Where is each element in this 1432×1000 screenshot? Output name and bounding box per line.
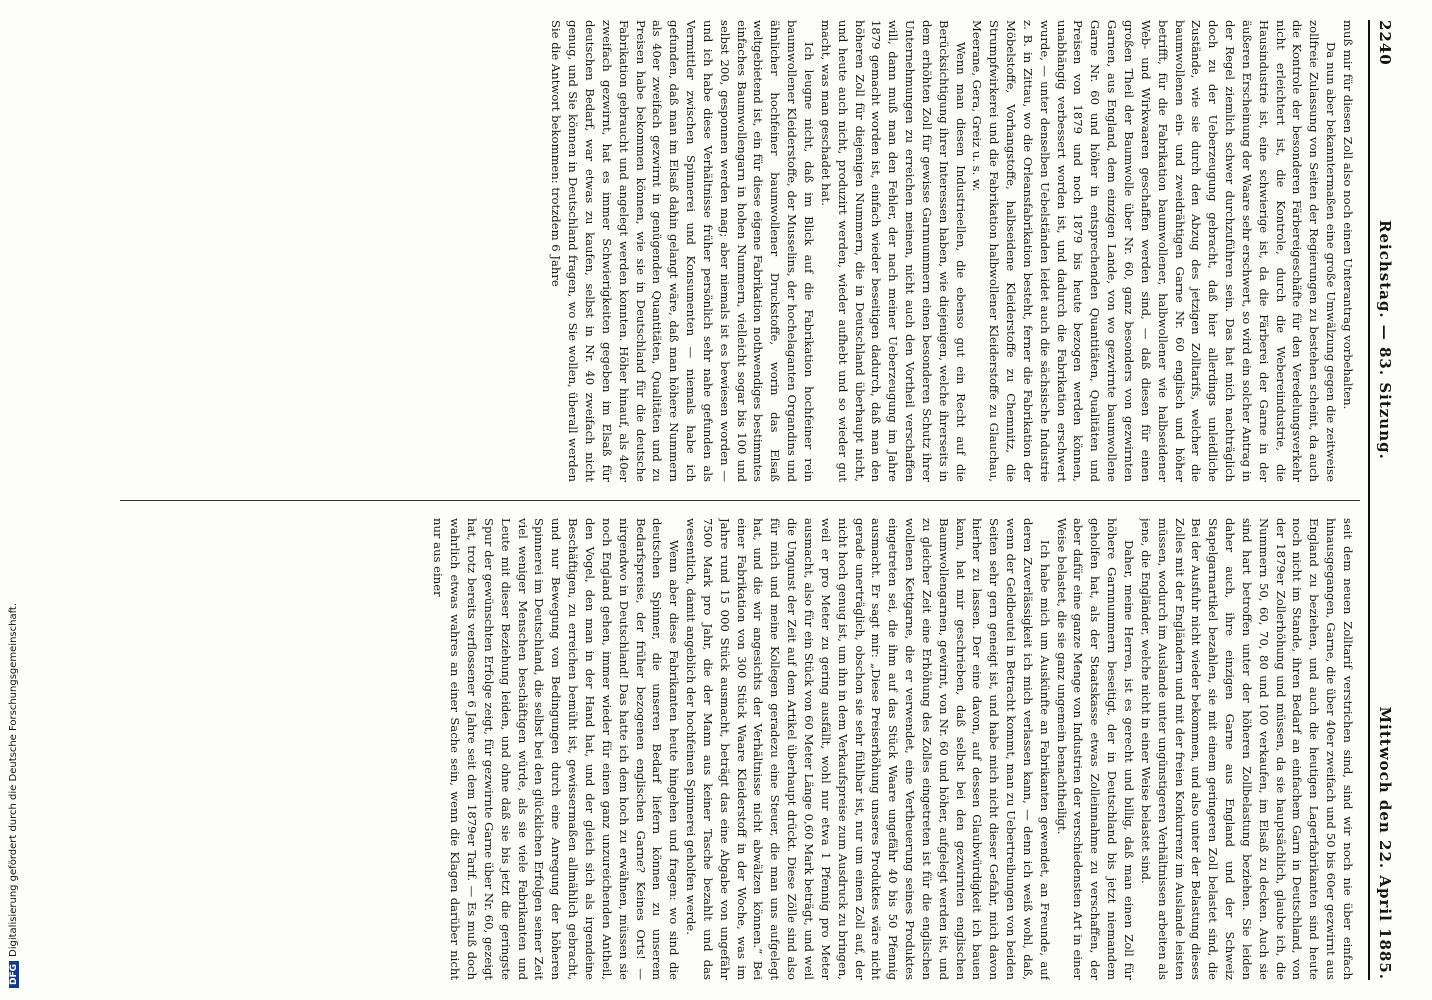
page-number: 2240 — [1376, 20, 1394, 66]
digitization-credit — [8, 603, 19, 988]
paragraph: Wenn aber diese Fabrikanten heute hingehen und fragen: wo sind die deutschen Spinner, die unseren Bedarf liefern können zu unserem Bedarfspreise, der früher bezogenen englischen Garne? Keines Orts! — nirgendwo in Deutschland! Das hatte ich dem hoch zu erwähnen, müssen sie noch England gehen, immer wieder für einen ganz unzureichenden Antheil, den Vogel, den man in der Hand hat, und der gleich sich als irgendeine Beschäftigen, zu erreichen bemüht ist, gewissermaßen allmählich gebracht, und nur Bewegung von Bedingungen durch eine Anregung der höheren Spinnerei im Deutschland, die selbst bei den glücklichen Erfolgen seiner Zeit viel weniger Menschen beschäftigen würde, als sie viele Fabrikanten und Leute mit dieser Beziehung leiden, und ohne daß sie bis jetzt die geringste Spur der gewünschten Erfolge zeigt, für gezwirnte Garne über Nr. 60, gezeigt hat, trotz bereits verflossener 6 Jahre seit dem 1879er Tarif. — Es muß doch wahrlich etwas wahres an einer Sache sein, wenn die Klagen darüber nicht nur aus einer — [431, 518, 682, 980]
paragraph: Wenn man diesen Industrieellen, die ebenso gut ein Recht auf die Berücksichtigung ihrer Interessen haben, wie diejenigen, welche ihrerseits in dem erhöhten Zoll für gewisse Garnnummern einen besonderen Schutz ihrer Unternehmungen zu erreichen meinen, nicht auch den Vortheil verschaffen will, dann muß man den Fehler, der nach meiner Ueberzeugung im Jahre 1879 gemacht worden ist, einfach wieder beseitigen dadurch, daß man den höheren Zoll für diejenigen Nummern, die in Deutschland überhaupt nicht, und heute auch nicht, produzirt werden, wieder aufhebt und so wieder gut macht, was man geschadet hat. — [818, 20, 968, 482]
paragraph: Daher, meine Herren, ist es gerecht und billig, daß man einen Zoll für höhere Garnnummern beseitigt, der in Deutschland bis jetzt niemandem geholfen hat, als der Staatskasse etwas Zolleinnahme zu verschaffen, der aber dafür eine ganze Menge von Industrien der verschiedensten Art in einer Weise belastet, die sie ganz ungemein benachtheiligt. — [1054, 518, 1137, 980]
paragraph: muß mir für diesen Zoll also noch einen Unterantrag vorbehalten. — [1341, 20, 1355, 410]
page-header — [1366, 20, 1400, 980]
header-date: Mittwoch den 22. April 1885. — [1376, 706, 1394, 980]
column-divider — [120, 500, 1360, 501]
paragraph: Da nun aber bekanntermaßen eine große Umwälzung gegen die zeitweise zollfreie Zulassung von Seiten der Regierungen zu bestehen scheint, da auch die Kontrole der besonderen Färbereigeschäfte für den Veredelungsverkehr nicht erleichtert ist, die Kontrole, durch die Webereiindustrie, die Hausindustrie ist, eine schwierige ist, da die Färberei der Garne in der äußeren Erscheinung der Waare sehr erschwert, so wird ein solcher Antrag in der Regel ziemlich schwer durchzuführen sein. Das hat mich nachträglich doch zu der Ueberzeugung gebracht, daß hier allerdings unleidliche Zustände, wie sie durch den Abzug des jetzigen Zolltarifs, welcher die baumwollenen ein- und zweidrähtigen Garne Nr. 60 englisch und höher betrifft, für die Fabrikation baumwollener, halbwollener wie halbseidener Web- und Wirkwaaren geschaffen werden sind, — daß diesen für einen großen Theil der Baumwolle über Nr. 60, ganz besonders von gezwirnten Garnen, aus England, dem einzigen Lande, von wo gezwirnte baumwollene Garne Nr. 60 und höher in entsprechenden Quantitäten, Qualitäten und Preisen von 1879 und noch 1879 bis heute bezogen werden können, unabhängig verbessert worden ist, und dadurch die Fabrikation erschwert wurde, — unter denselben Uebelständen leidet auch die sächsische Industrie z. B. in Zittau, wo die Orleansfabrikation besteht, ferner die Fabrikation der Möbelstoffe, Vorhangstoffe, halbseidene Kleiderstoffe zu Chemnitz, die Strumpfwirkerei und die Fabrikation halbwollener Kleiderstoffe zu Glauchau, Meerane, Gera, Greiz u. s. w. — [970, 20, 1339, 482]
paragraph: Ich leugne nicht, daß im Blick auf die Fabrikation hochfeiner rein baumwollener Kleiderstoffe, der Musselins, der hochelaganten Organdins und ähnlicher hochfeiner baumwollener Druckstoffe, worin das Elsaß weltgebietend ist, ein für diese eigene Fabrikation nothwendiges bestimmtes einfaches Baumwollengarn in hohen Nummern, vielleicht sogar bis 100 und selbst 200, gesponnen werden mag; aber niemals ist es bewiesen worden — und ich habe diese Verhältnisse früher persönlich sehr nahe gefunden als Vermittler zwischen Spinnerei und Konsumenten — niemals habe ich gefunden, daß man im Elsaß dahin gelangt wäre, daß man höhere Nummern als 40er zweifach gezwirnt in genügenden Quantitäten, Qualitäten und zu Preisen habe bekommen können, wie sie in Deutschland für die deutsche Fabrikation gebraucht und angelegt werden konnten. Höher hinauf, als 40er zweifach gezwirnt, hat es immer Schwierigkeiten gegeben im Elsaß für deutschen Bedarf, war etwas zu kaufen, selbst in Nr. 40 zweifach nicht genug, und Sie können in Deutschland fragen, wo Sie wollen, überall werden Sie die Antwort bekommen: trotzdem 6 Jahre — [549, 20, 816, 482]
header-rule — [1368, 20, 1370, 980]
dfg-logo: DFG — [9, 961, 19, 988]
rotated-page-content — [110, 20, 1400, 980]
left-column — [116, 20, 1356, 482]
paragraph: Ich habe mich um Auskünfte an Fabrikanten gewendet, an Freunde, auf deren Zuverlässigkeit ich mich verlassen kann, — denn ich weiß wohl, daß, wenn der Geldbeutel in Betracht kommt, man zu Uebertreibungen von beiden Seiten sehr gern geneigt ist, und habe mich nicht dieser Gefahr, mich davon hierher zu lassen. Der eine davon, auf dessen Glaubwürdigkeit ich bauen kann, hat mir geschrieben, daß selbst bei den gezwirnten englischen Baumwollengarnen, gewirnt, von Nr. 60 und höher, aufgelegt werden ist, und zu gleicher Zeit eine Erhöhung des Zolles eingetreten ist für die englischen wollenen Kettgarne, die er verwendet, eine Vertheuerung seines Produktes eingetreten sei, die ihm auf das Stück Waare ungefähr 40 bis 50 Pfennig ausmacht. Er sagt mir: „Diese Preiserhöhung unseres Produktes wäre nicht gerade unerträglich, obschon sie sehr fühlbar ist, nur um einen Zoll auf, der nicht hoch genug ist, um ihn in dem Verkaufspreise zum Ausdruck zu bringen, weil er pro Meter zu gering ausfällt, wohl nur etwa 1 Pfennig pro Meter ausmacht, also für ein Stück von 60 Meter Länge 0,60 Mark beträgt, und weil die Ungunst der Zeit auf dem Artikel überhaupt drückt. Diese Zölle sind also für mich und meine Kollegen geradezu eine Steuer, die man uns aufgelegt hat, und die wir angesichts der Verhältnisse nicht abwälzen können.“ Bei einer Fabrikation von 300 Stück Waare Kleiderstoff in der Woche, was im Jahre rund 15 000 Stück ausmacht, beträgt das eine Abgabe von ungefähr 7500 Mark pro Jahr, die der Mann aus keiner Tasche bezahlt und das wesentlich, damit angeblich der hochfeinen Spinnerei geholfen werde. — [684, 518, 1052, 980]
credit-text: Digitalisierung gefördert durch die Deutsche Forschungsgemeinschaft. — [8, 602, 19, 957]
paragraph: seit dem neuen Zolltarif verstrichen sind, sind wir noch nie über einfach hinausgegangen, Garne, die über 40er zweifach und 50 bis 60er gezwirnt aus England zu beziehen, und auch die heutigen Lagerfabrikanten sind heute noch nicht im Stande, ihren Bedarf an einfachem Garn in Deutschland, von der 1879er Zollerhöhung und müssen, da sie hauptsächlich, glaube ich, die Nummern 50, 60, 70, 80 und 100 verkaufen, im Elsaß zu decken. Auch sie sind hart betroffen unter der höheren Zollbelastung beziehen. Sie leiden daher auch, ihre einzigen Garne aus England und der Schweiz Stapelgarnartikel bezahlen, sie mit einem geringeren Zoll belastet sind, die Bei der Ausfuhr nicht wieder bekommen, und also unter der Belastung dieses Zolles mit der Engländern und mit der freien Konkurrenz im Auslande leisten müssen, wodurch im Auslande unter ungünstigeren Verhältnissen arbeiten als jene, die Engländer, welche nicht in einer Weise belastet sind. — [1138, 518, 1355, 980]
running-head: Reichstag. — 83. Sitzung. — [1376, 220, 1394, 460]
right-column — [116, 518, 1356, 980]
